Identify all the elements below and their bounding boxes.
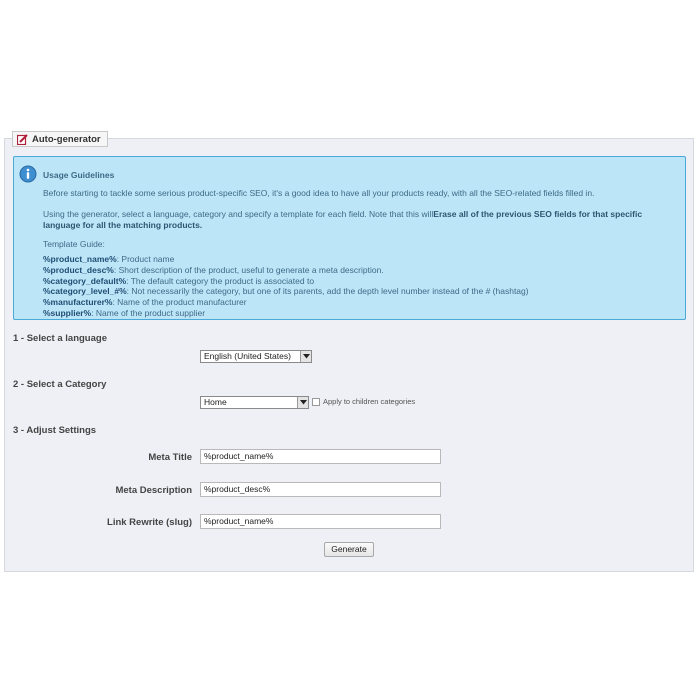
token-name: %supplier% (43, 307, 92, 318)
link-rewrite-input[interactable]: %product_name% (200, 514, 441, 529)
list-item (43, 276, 529, 287)
token-name: %manufacturer% (43, 297, 113, 308)
panel-legend (12, 131, 108, 147)
guidelines-title: Usage Guidelines (43, 170, 115, 180)
apply-children-checkbox[interactable] (312, 398, 320, 406)
template-token-list (43, 254, 529, 319)
token-desc: : Not necessarily the category, but one of its parents, add the depth level number instead of the # (hashtag) (126, 286, 529, 297)
token-name: %product_desc% (43, 264, 114, 275)
category-select-value: Home (204, 397, 227, 407)
list-item (43, 308, 529, 319)
chevron-down-icon[interactable] (297, 397, 308, 408)
token-desc: : Name of the product supplier (91, 307, 206, 318)
link-rewrite-label: Link Rewrite (slug) (107, 517, 192, 528)
list-item (43, 286, 529, 297)
list-item (43, 254, 529, 265)
meta-description-label: Meta Description (115, 485, 192, 496)
token-desc: : Short description of the product, useful to generate a meta description. (113, 264, 384, 275)
list-item (43, 265, 529, 276)
list-item (43, 297, 529, 308)
guidelines-warning-text: Using the generator, select a language, category and specify a template for each field. Note that this will (43, 209, 434, 219)
meta-description-input[interactable]: %product_desc% (200, 482, 441, 497)
apply-children-option[interactable] (312, 397, 415, 406)
generate-button[interactable]: Generate (324, 542, 374, 557)
token-desc: : The default category the product is associated to (126, 275, 315, 286)
token-name: %product_name% (43, 254, 117, 264)
token-desc: : Name of the product manufacturer (112, 297, 247, 308)
language-select-value: English (United States) (204, 351, 291, 361)
token-desc: : Product name (116, 254, 175, 264)
language-section-title: 1 - Select a language (13, 333, 107, 344)
settings-section-title: 3 - Adjust Settings (13, 425, 97, 436)
token-name: %category_level_#% (43, 286, 127, 297)
language-select[interactable] (200, 350, 312, 363)
guidelines-warning-bold: Erase all of the previous SEO fields for that specific language for all the matching products. (43, 209, 643, 230)
apply-children-label: Apply to children categories (323, 397, 416, 406)
guidelines-intro: Before starting to tackle some serious product-specific SEO, it's a good idea to have all your products ready, with all the SEO-related fields filled in. (43, 188, 595, 198)
meta-title-label: Meta Title (148, 452, 192, 463)
edit-icon (17, 134, 28, 145)
category-select[interactable] (200, 396, 309, 409)
guidelines-warning (43, 209, 673, 231)
info-icon (19, 165, 37, 183)
panel-title: Auto-generator (32, 134, 101, 145)
token-name: %category_default% (43, 275, 127, 286)
usage-guidelines-box (13, 156, 686, 320)
template-guide-label: Template Guide: (43, 239, 105, 249)
chevron-down-icon[interactable] (300, 351, 311, 362)
category-section-title: 2 - Select a Category (13, 379, 107, 390)
meta-title-input[interactable]: %product_name% (200, 449, 441, 464)
